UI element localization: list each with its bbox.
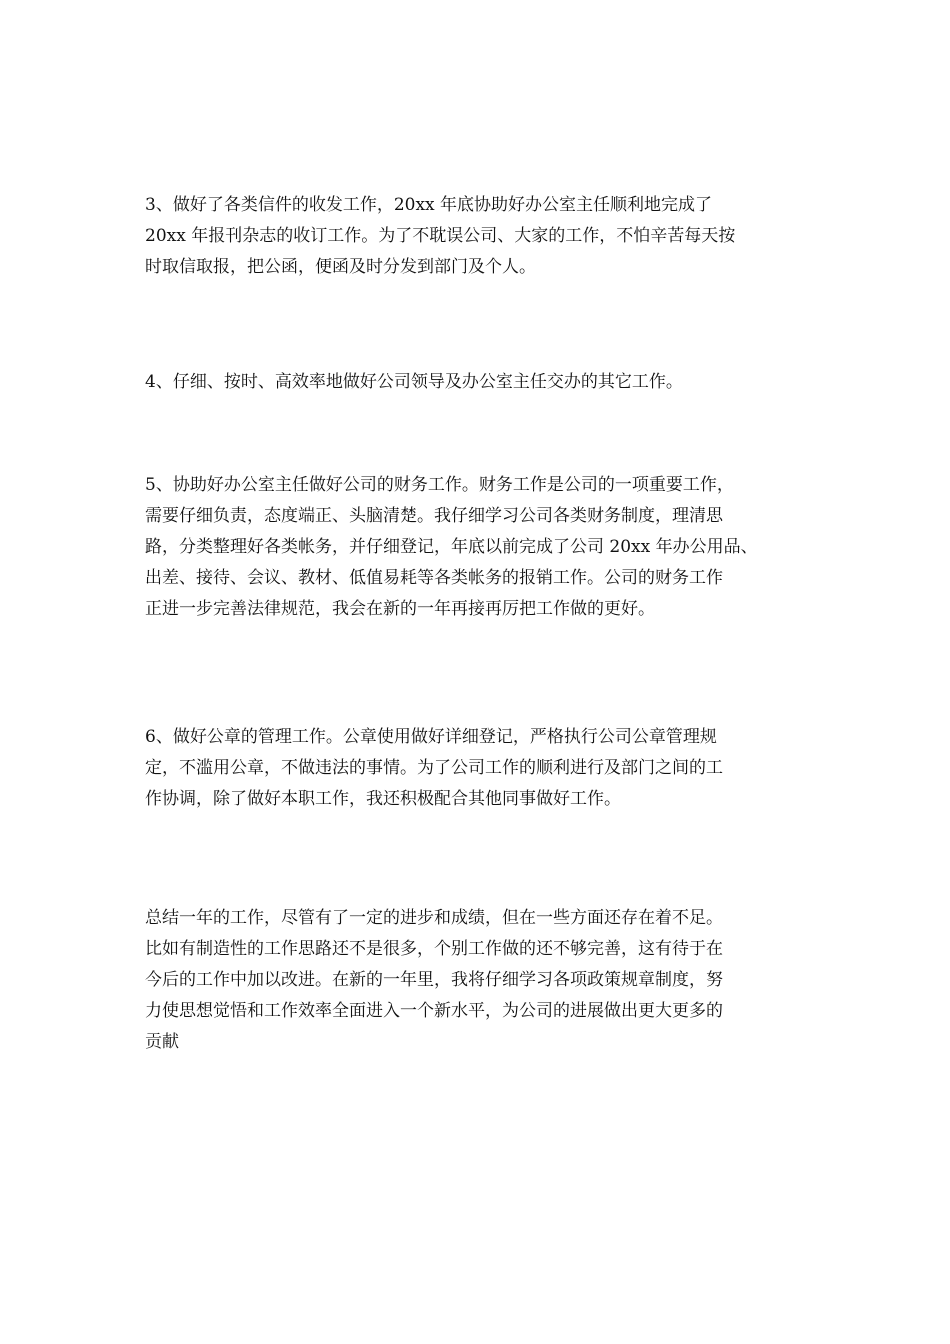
text-line: 20xx 年报刊杂志的收订工作。为了不耽误公司、大家的工作，不怕辛苦每天按 (145, 226, 736, 246)
text-line: 出差、接待、会议、教材、低值易耗等各类帐务的报销工作。公司的财务工作 (145, 568, 723, 588)
text-line: 定，不滥用公章，不做违法的事情。为了公司工作的顺利进行及部门之间的工 (145, 758, 723, 778)
text-line: 4、仔细、按时、高效率地做好公司领导及办公室主任交办的其它工作。 (145, 372, 683, 392)
paragraph-item-4 (145, 367, 825, 398)
paragraph-item-6 (145, 722, 825, 815)
summary-paragraph (145, 903, 825, 1058)
text-line: 3、做好了各类信件的收发工作，20xx 年底协助好办公室主任顺利地完成了 (145, 195, 713, 215)
paragraph-item-5 (145, 470, 825, 625)
text-line: 作协调，除了做好本职工作，我还积极配合其他同事做好工作。 (145, 789, 621, 809)
text-line: 力使思想觉悟和工作效率全面进入一个新水平，为公司的进展做出更大更多的 (145, 1001, 723, 1021)
text-line: 总结一年的工作，尽管有了一定的进步和成绩，但在一些方面还存在着不足。 (145, 908, 723, 928)
text-line: 今后的工作中加以改进。在新的一年里，我将仔细学习各项政策规章制度，努 (145, 970, 723, 990)
text-line: 需要仔细负责，态度端正、头脑清楚。我仔细学习公司各类财务制度，理清思 (145, 506, 723, 526)
text-line: 时取信取报，把公函，便函及时分发到部门及个人。 (145, 257, 536, 277)
paragraph-item-3 (145, 190, 825, 283)
text-line: 6、做好公章的管理工作。公章使用做好详细登记，严格执行公司公章管理规 (145, 727, 717, 747)
text-line: 正进一步完善法律规范，我会在新的一年再接再厉把工作做的更好。 (145, 599, 655, 619)
text-line: 路，分类整理好各类帐务，并仔细登记，年底以前完成了公司 20xx 年办公用品、 (145, 537, 758, 557)
text-line: 比如有制造性的工作思路还不是很多，个别工作做的还不够完善，这有待于在 (145, 939, 723, 959)
text-line: 贡献 (145, 1032, 179, 1052)
text-line: 5、协助好办公室主任做好公司的财务工作。财务工作是公司的一项重要工作， (145, 475, 734, 495)
